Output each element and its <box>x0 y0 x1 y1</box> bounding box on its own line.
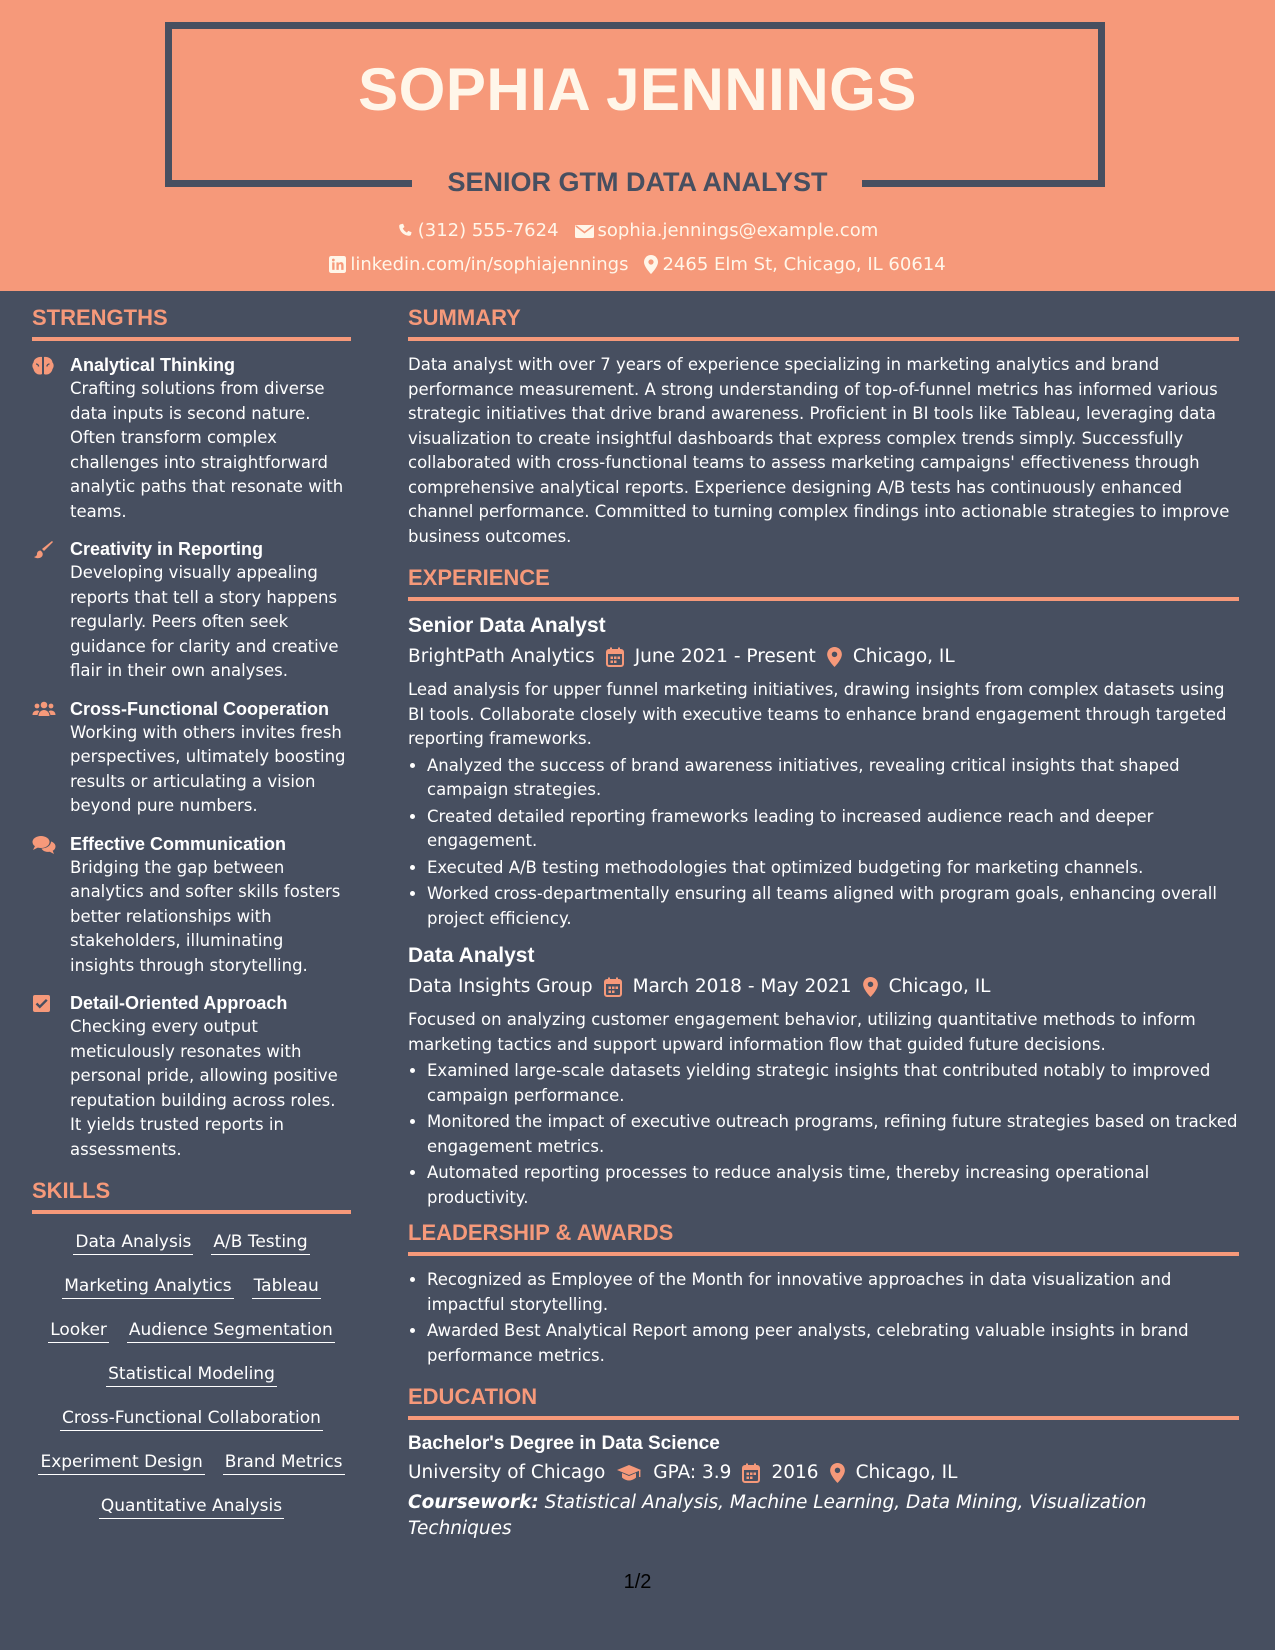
users-icon <box>32 700 56 718</box>
skill-tag: Cross-Functional Collaboration <box>60 1406 323 1431</box>
contact-phone[interactable] <box>397 222 559 240</box>
job-company: Data Insights Group <box>408 976 593 997</box>
strength-item <box>32 832 351 979</box>
job-dates: June 2021 - Present <box>634 646 816 667</box>
summary-text: Data analyst with over 7 years of experience specializing in marketing analytics and brand performance measurement. A strong understanding of top-of-funnel metrics has informed various strategic initiatives that drive brand awareness. Proficient in BI tools like Tableau, leveraging data visualization to create insightful dashboards that express complex trends simply. Successfully collaborated with cross-functional teams to assess marketing campaigns' effectiveness through comprehensive analytical reports. Experience designing A/B tests has continuously enhanced channel performance. Committed to turning complex findings into actionable strategies to improve business outcomes. <box>408 355 1230 546</box>
skill-tag: Marketing Analytics <box>62 1274 233 1299</box>
skill-tag: Experiment Design <box>38 1450 204 1475</box>
summary-heading: SUMMARY <box>408 307 1239 341</box>
job-role: Data Analyst <box>408 944 535 967</box>
education-meta <box>408 1460 1239 1486</box>
header <box>0 0 1275 291</box>
job-company: BrightPath Analytics <box>408 646 595 667</box>
right-column <box>408 307 1239 1542</box>
phone-icon <box>397 223 414 240</box>
job-bullet: • Worked cross-departmentally ensuring all teams aligned with program goals, enhancing overall project efficiency. <box>427 882 1239 931</box>
experience-heading: EXPERIENCE <box>408 567 1239 601</box>
skill-tag: Audience Segmentation <box>127 1318 335 1343</box>
skills-list <box>32 1226 351 1519</box>
strength-icon-wrap <box>32 537 56 684</box>
job-bullet: • Executed A/B testing methodologies that optimized budgeting for marketing channels. <box>427 856 1239 881</box>
linkedin-icon <box>329 256 346 273</box>
education-location: Chicago, IL <box>855 1462 958 1483</box>
strength-desc: Bridging the gap between analytics and softer skills fosters better relationships with stakeholders, illuminating insights through storytelling. <box>70 857 341 975</box>
map-marker-icon <box>863 977 878 997</box>
strength-item <box>32 537 351 684</box>
job-entry <box>408 613 1239 931</box>
job-bullets <box>408 754 1239 932</box>
job-bullet: • Examined large-scale datasets yielding strategic insights that contributed notably to improved campaign performance. <box>427 1059 1239 1108</box>
skill-tag: Tableau <box>252 1274 321 1299</box>
job-entry <box>408 943 1239 1210</box>
job-dates: March 2018 - May 2021 <box>632 976 852 997</box>
skill-tag: Quantitative Analysis <box>99 1494 284 1519</box>
education-heading: EDUCATION <box>408 1386 1239 1420</box>
skill-tag: A/B Testing <box>211 1230 309 1255</box>
job-bullet: • Analyzed the success of brand awareness initiatives, revealing critical insights that shaped campaign strategies. <box>427 754 1239 803</box>
graduation-cap-icon <box>616 1464 642 1482</box>
calendar-icon <box>604 977 622 997</box>
calendar-icon <box>742 1463 760 1483</box>
map-marker-icon <box>644 255 658 274</box>
strength-title: Detail-Oriented Approach <box>70 993 288 1013</box>
job-meta <box>408 974 1239 1000</box>
skill-tag: Statistical Modeling <box>106 1362 277 1387</box>
page-number: 1/2 <box>623 1571 652 1593</box>
job-description: Lead analysis for upper funnel marketing initiatives, drawing insights from complex datasets using BI tools. Collaborate closely with executive teams to enhance brand engagement through targeted reporting frameworks. <box>408 680 1227 748</box>
candidate-name: SOPHIA JENNINGS <box>358 56 917 123</box>
strength-icon-wrap <box>32 697 56 819</box>
comments-icon <box>32 835 56 855</box>
education-school: University of Chicago <box>408 1462 606 1483</box>
education-gpa: GPA: 3.9 <box>653 1462 732 1483</box>
strength-desc: Working with others invites fresh perspectives, ultimately boosting results or articulating a vision beyond pure numbers. <box>70 722 346 815</box>
brain-icon <box>32 356 54 376</box>
strength-icon-wrap <box>32 991 56 1162</box>
education-year: 2016 <box>771 1462 819 1483</box>
job-bullet: • Monitored the impact of executive outreach programs, refining future strategies based on tracked engagement metrics. <box>427 1110 1239 1159</box>
job-bullets <box>408 1059 1239 1210</box>
strength-title: Effective Communication <box>70 833 287 854</box>
left-column <box>32 307 351 1519</box>
job-description: Focused on analyzing customer engagement behavior, utilizing quantitative methods to inform marketing tactics and support upward information flow that guided future decisions. <box>408 1010 1196 1054</box>
coursework-label: Coursework: <box>408 1492 539 1513</box>
strength-icon-wrap <box>32 832 56 979</box>
skill-tag: Looker <box>48 1318 109 1343</box>
email-text: sophia.jennings@example.com <box>597 220 879 241</box>
skills-heading: SKILLS <box>32 1180 351 1214</box>
strength-desc: Checking every output meticulously resonates with personal pride, allowing positive reputation building across roles. It yields trusted reports in assessments. <box>70 1017 338 1159</box>
calendar-icon <box>606 647 624 667</box>
job-meta <box>408 644 1239 670</box>
address-text: 2465 Elm St, Chicago, IL 60614 <box>662 253 946 275</box>
contact-linkedin[interactable] <box>329 255 628 274</box>
contact-row-1 <box>0 222 1275 240</box>
award-item: • Awarded Best Analytical Report among peer analysts, celebrating valuable insights in brand performance metrics. <box>427 1319 1239 1368</box>
job-location: Chicago, IL <box>852 646 955 667</box>
linkedin-text: linkedin.com/in/sophiajennings <box>350 253 629 275</box>
job-bullet: • Automated reporting processes to reduce analysis time, thereby increasing operational productivity. <box>427 1161 1239 1210</box>
contact-address <box>644 255 945 274</box>
strength-item <box>32 353 351 524</box>
check-square-icon <box>32 994 52 1014</box>
job-location: Chicago, IL <box>888 976 991 997</box>
strength-title: Cross-Functional Cooperation <box>70 698 330 719</box>
awards-list <box>408 1268 1239 1368</box>
phone-text: (312) 555-7624 <box>417 220 559 241</box>
strength-item <box>32 697 351 819</box>
contact-email[interactable] <box>575 222 879 240</box>
skill-tag: Brand Metrics <box>223 1450 345 1475</box>
strength-desc: Crafting solutions from diverse data inputs is second nature. Often transform complex challenges into straightforward analytic paths that resonate with teams. <box>70 379 344 521</box>
strength-desc: Developing visually appealing reports that tell a story happens regularly. Peers often seek guidance for clarity and creative flair in their own analyses. <box>70 563 339 680</box>
leadership-heading: LEADERSHIP & AWARDS <box>408 1222 1239 1256</box>
education-coursework <box>408 1490 1239 1542</box>
award-item: • Recognized as Employee of the Month for innovative approaches in data visualization and impactful storytelling. <box>427 1268 1239 1317</box>
education-degree: Bachelor's Degree in Data Science <box>408 1433 720 1454</box>
strengths-heading: STRENGTHS <box>32 307 351 341</box>
coursework-text: Statistical Analysis, Machine Learning, Data Mining, Visualization Techniques <box>408 1492 1147 1539</box>
candidate-job-title: SENIOR GTM DATA ANALYST <box>447 167 828 197</box>
job-bullet: • Created detailed reporting frameworks leading to increased audience reach and deeper engagement. <box>427 805 1239 854</box>
envelope-icon <box>575 224 594 239</box>
strength-icon-wrap <box>32 353 56 524</box>
paintbrush-icon <box>32 540 54 560</box>
map-marker-icon <box>827 647 842 667</box>
contact-row-2 <box>0 255 1275 274</box>
strength-title: Creativity in Reporting <box>70 539 264 559</box>
strength-title: Analytical Thinking <box>70 355 236 375</box>
job-role: Senior Data Analyst <box>408 614 606 637</box>
skill-tag: Data Analysis <box>73 1230 193 1255</box>
strength-item <box>32 991 351 1162</box>
map-marker-icon <box>830 1463 845 1483</box>
